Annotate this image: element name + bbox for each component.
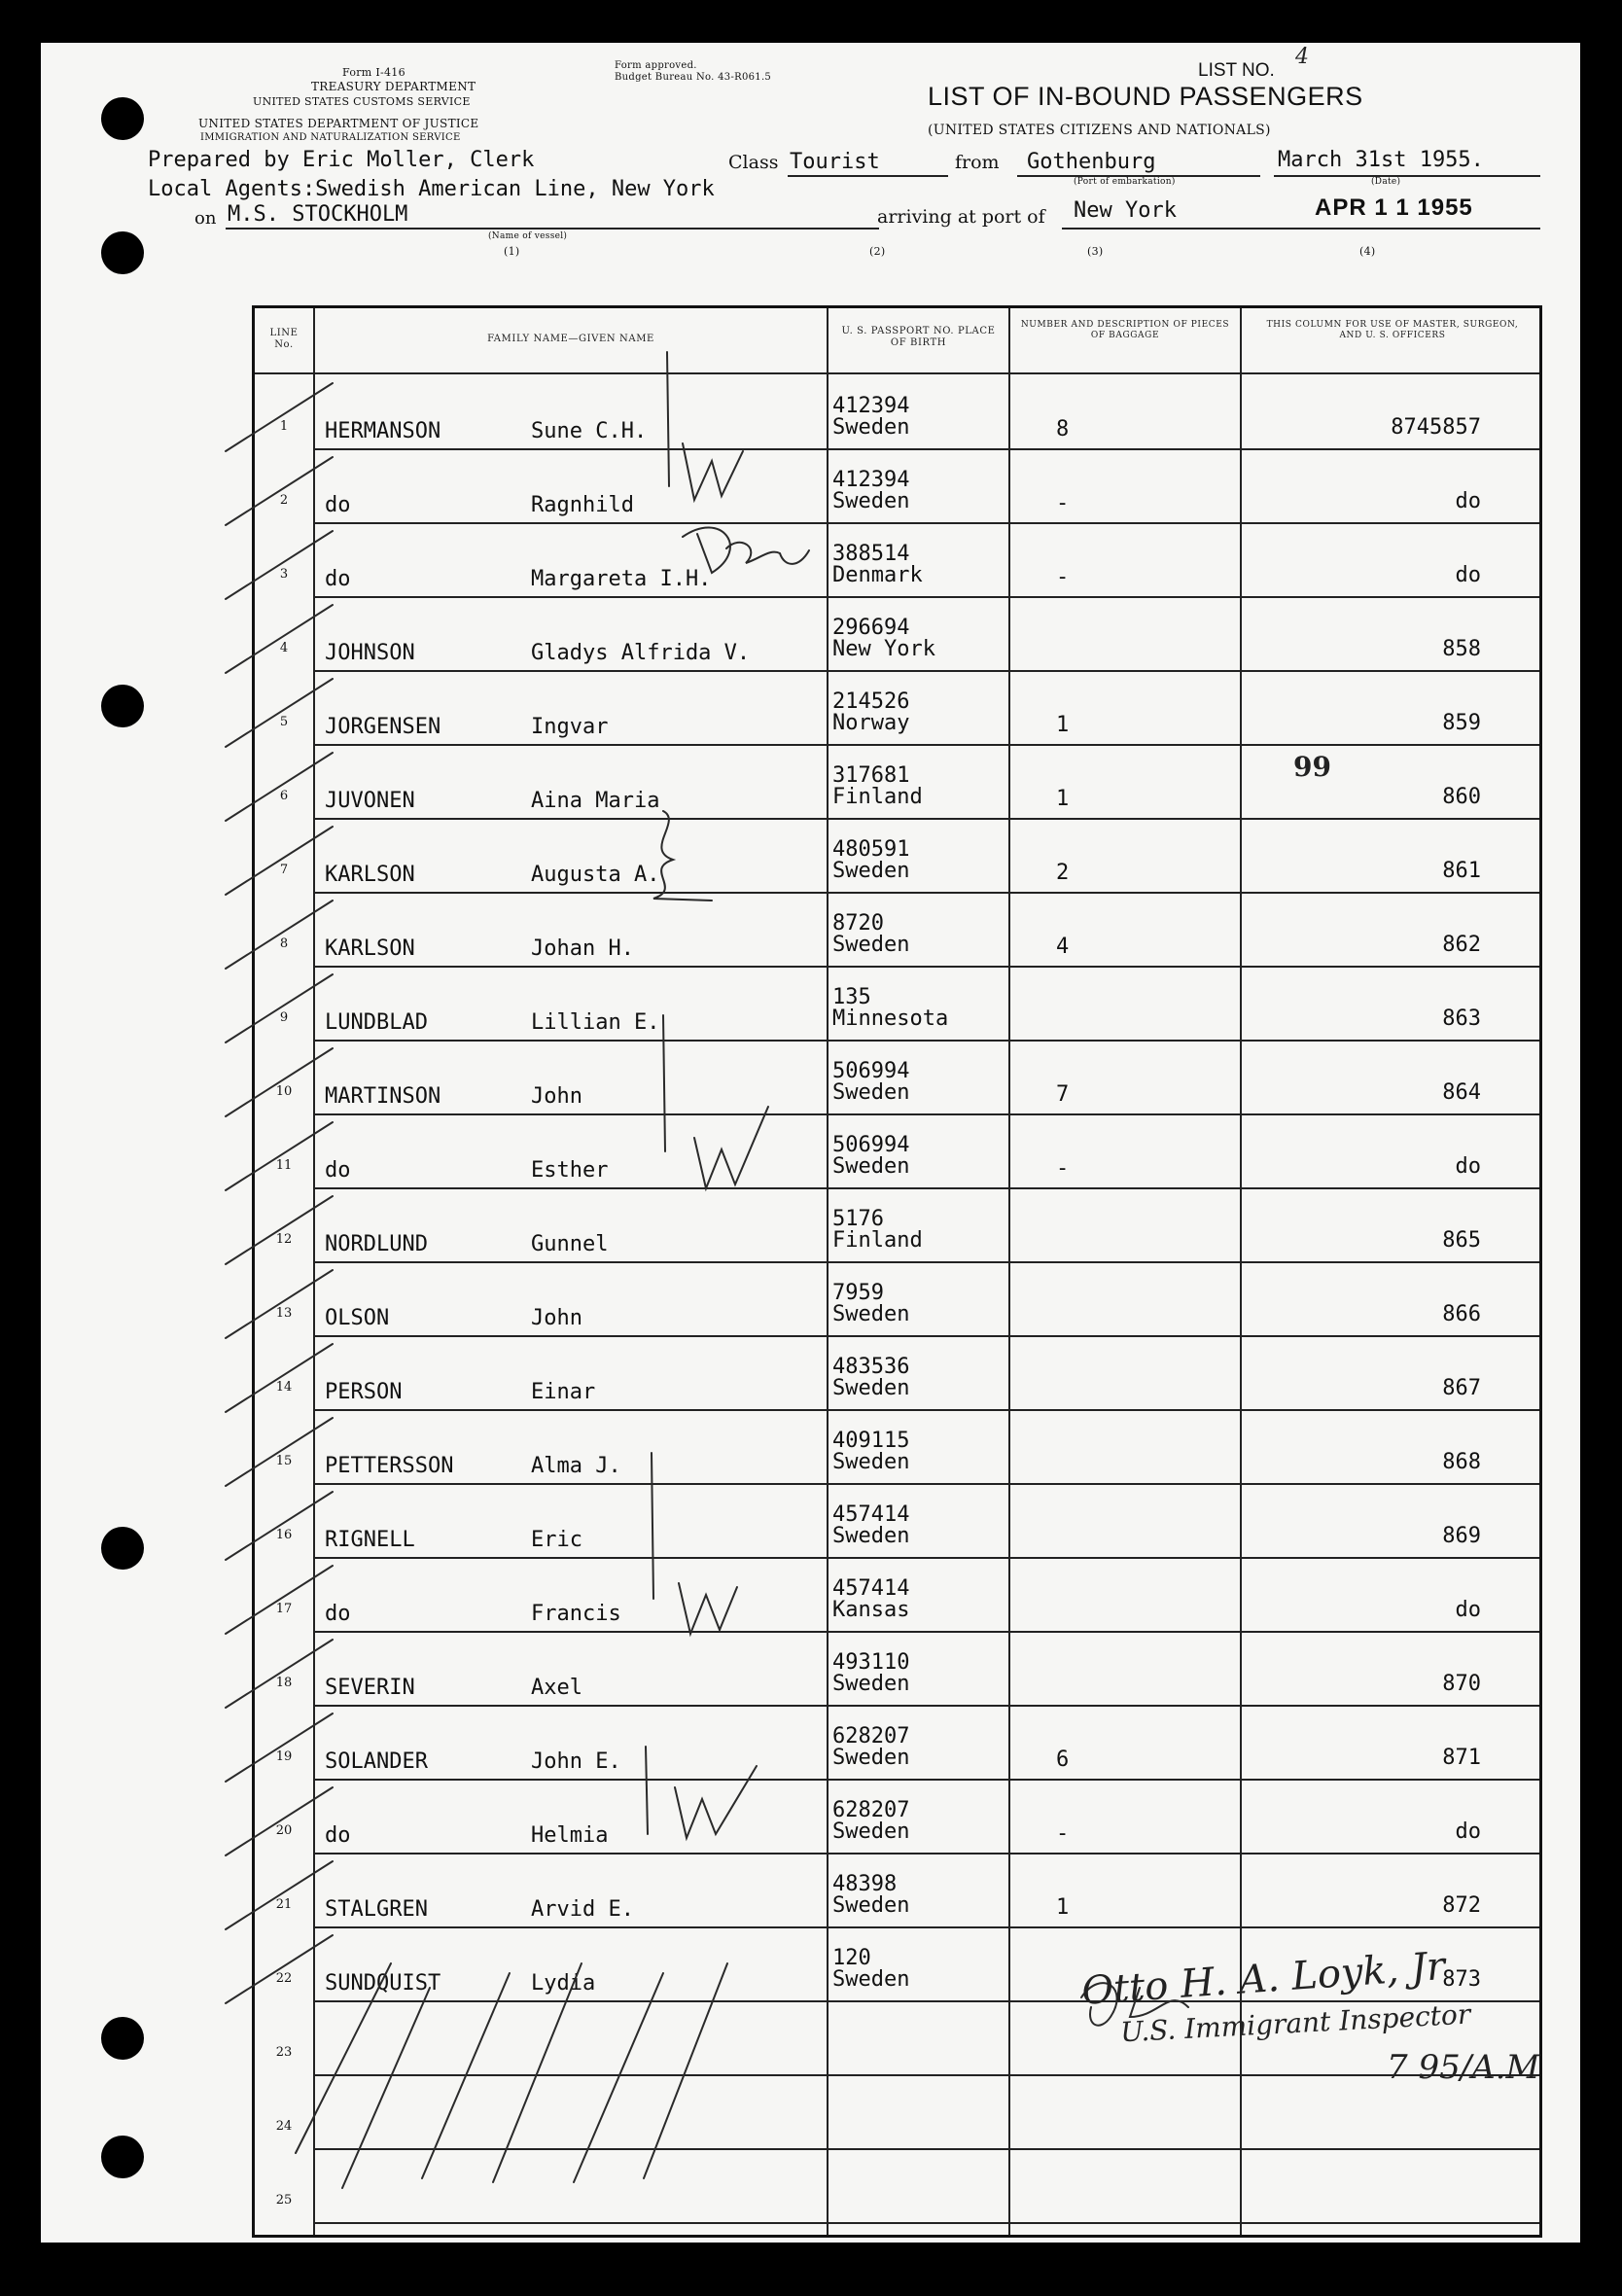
family-name: LUNDBLAD [325, 1010, 428, 1035]
passport-number: 483536 [832, 1355, 910, 1379]
check-slash [226, 1713, 333, 1782]
check-slash [226, 901, 333, 969]
place-of-birth: Sweden [832, 1154, 910, 1179]
check-slash [226, 1861, 333, 1929]
inspector-signature: Otto H. A. Loyk, Jr [1079, 1943, 1447, 2015]
place-of-birth: Sweden [832, 1967, 910, 1992]
col-num-3: (3) [1087, 245, 1104, 258]
form-number: Form I-416 [342, 66, 406, 79]
officer-note: 867 [1442, 1376, 1481, 1400]
family-name: do [325, 1823, 351, 1848]
officer-note: 860 [1442, 785, 1481, 809]
col-num-4: (4) [1359, 245, 1376, 258]
line-number: 4 [279, 641, 289, 655]
passport-number: 8720 [832, 911, 884, 936]
bracket-mark [652, 1453, 653, 1599]
check-slash [226, 383, 333, 451]
check-slash [226, 753, 333, 821]
baggage-count: 1 [1056, 787, 1070, 811]
prepared-by: Prepared by Eric Moller, Clerk [148, 148, 535, 172]
date-value: March 31st 1955. [1278, 148, 1484, 172]
baggage-count: - [1056, 565, 1070, 589]
given-name: Axel [531, 1676, 582, 1700]
col-header-officers: THIS COLUMN FOR USE OF MASTER, SURGEON, AND U. S. OFFICERS [1266, 320, 1519, 340]
col-header-name: FAMILY NAME—GIVEN NAME [487, 334, 654, 344]
officer-note: do [1455, 489, 1481, 513]
passport-number: 214526 [832, 689, 910, 714]
check-slash [226, 1418, 333, 1486]
line-number: 1 [279, 419, 289, 434]
bracket-mark [653, 811, 712, 901]
officer-note: 863 [1442, 1007, 1481, 1031]
line-number: 12 [275, 1232, 293, 1247]
given-name: John [531, 1084, 582, 1109]
given-name: Einar [531, 1380, 596, 1404]
line-number: 9 [279, 1010, 289, 1025]
place-of-birth: Sweden [832, 859, 910, 883]
place-of-birth: Finland [832, 1228, 923, 1253]
officer-note: 859 [1442, 711, 1481, 735]
line-number: 21 [275, 1897, 293, 1912]
w-mark [675, 1766, 757, 1838]
family-name: NORDLUND [325, 1232, 428, 1256]
place-of-birth: Norway [832, 711, 910, 735]
baggage-count: 7 [1056, 1082, 1070, 1107]
blank-slash [422, 1973, 510, 2178]
family-name: JUVONEN [325, 789, 415, 813]
line-number: 3 [279, 567, 289, 582]
check-slash [226, 1048, 333, 1116]
line-number: 6 [279, 789, 289, 803]
line-number: 5 [279, 715, 289, 729]
place-of-birth: Sweden [832, 1080, 910, 1105]
given-name: Francis [531, 1602, 621, 1626]
check-slash [226, 1492, 333, 1560]
place-of-birth: Sweden [832, 415, 910, 440]
given-name: Lydia [531, 1971, 596, 1996]
bracket-mark [663, 1015, 665, 1151]
from-label: from [955, 152, 1000, 173]
officer-note: 873 [1442, 1967, 1481, 1992]
line-number: 13 [275, 1306, 293, 1321]
baggage-count: 1 [1056, 1895, 1070, 1920]
vessel-caption: (Name of vessel) [488, 231, 568, 241]
family-name: JORGENSEN [325, 715, 441, 739]
passport-number: 480591 [832, 837, 910, 862]
family-name: RIGNELL [325, 1528, 415, 1552]
family-name: MARTINSON [325, 1084, 441, 1109]
place-of-birth: Sweden [832, 933, 910, 957]
family-name: JOHNSON [325, 641, 415, 665]
check-slash [226, 827, 333, 895]
col-num-1: (1) [504, 245, 520, 258]
passport-number: 628207 [832, 1724, 910, 1748]
w-mark [679, 1583, 737, 1634]
place-of-birth: Sweden [832, 1524, 910, 1548]
check-slash [226, 605, 333, 673]
page-title: LIST OF IN-BOUND PASSENGERS [928, 82, 1363, 111]
line-number: 16 [275, 1528, 293, 1542]
local-agents: Local Agents:Swedish American Line, New York [148, 177, 715, 201]
class-value: Tourist [790, 150, 880, 174]
arrival-port: New York [1074, 198, 1177, 223]
handwriting-layer [41, 43, 1580, 2243]
line-number: 24 [275, 2119, 293, 2134]
baggage-count: 1 [1056, 713, 1070, 737]
officer-note: 870 [1442, 1672, 1481, 1696]
check-slash [226, 1566, 333, 1634]
line-number: 18 [275, 1676, 293, 1690]
family-name: do [325, 1602, 351, 1626]
officer-note: do [1455, 563, 1481, 587]
bracket-mark [667, 352, 669, 486]
col-header-line: LINE No. [269, 328, 299, 350]
place-of-birth: Finland [832, 785, 923, 809]
check-slash [226, 1787, 333, 1855]
given-name: Ingvar [531, 715, 609, 739]
passport-number: 7959 [832, 1281, 884, 1305]
passport-number: 506994 [832, 1133, 910, 1157]
given-name: Johan H. [531, 936, 634, 961]
baggage-count: 8 [1056, 417, 1070, 442]
place-of-birth: Sweden [832, 1893, 910, 1918]
passport-number: 506994 [832, 1059, 910, 1083]
place-of-birth: New York [832, 637, 935, 661]
passport-number: 317681 [832, 763, 910, 788]
blank-slash [493, 1963, 582, 2182]
from-caption: (Port of embarkation) [1074, 177, 1176, 187]
family-name: OLSON [325, 1306, 390, 1330]
officer-note: do [1455, 1154, 1481, 1179]
bracket-mark [646, 1747, 648, 1834]
line-number: 17 [275, 1602, 293, 1616]
officer-note: 862 [1442, 933, 1481, 957]
passport-number: 120 [832, 1946, 871, 1970]
line-number: 2 [279, 493, 289, 508]
family-name: PERSON [325, 1380, 403, 1404]
line-number: 23 [275, 2045, 293, 2060]
officer-note: 866 [1442, 1302, 1481, 1326]
baggage-count: - [1056, 1156, 1070, 1181]
given-name: Eric [531, 1528, 582, 1552]
passport-number: 457414 [832, 1502, 910, 1527]
passport-number: 409115 [832, 1429, 910, 1453]
place-of-birth: Denmark [832, 563, 923, 587]
check-slash [226, 1640, 333, 1708]
page-subtitle: (UNITED STATES CITIZENS AND NATIONALS) [928, 123, 1271, 138]
inspection-time: 7 95/A.M [1387, 2048, 1540, 2087]
officer-note: 858 [1442, 637, 1481, 661]
baggage-count: 4 [1056, 935, 1070, 959]
from-value: Gothenburg [1027, 150, 1156, 174]
inspector-title: U.S. Immigrant Inspector [1119, 1997, 1471, 2049]
family-name: do [325, 567, 351, 591]
list-no-label: LIST NO. [1198, 60, 1275, 81]
officer-note: 864 [1442, 1080, 1481, 1105]
place-of-birth: Sweden [832, 1376, 910, 1400]
check-slash [226, 1270, 333, 1338]
w-mark [694, 1107, 768, 1188]
passport-number: 493110 [832, 1650, 910, 1675]
line-number: 15 [275, 1454, 293, 1468]
dept-customs: UNITED STATES CUSTOMS SERVICE [253, 95, 471, 108]
line-number: 10 [275, 1084, 293, 1099]
officer-note: 869 [1442, 1524, 1481, 1548]
officer-note: do [1455, 1819, 1481, 1844]
given-name: Sune C.H. [531, 419, 648, 443]
officer-note: 861 [1442, 859, 1481, 883]
col-num-2: (2) [869, 245, 886, 258]
given-name: John [531, 1306, 582, 1330]
officer-note: do [1455, 1598, 1481, 1622]
place-of-birth: Sweden [832, 489, 910, 513]
check-slash [226, 974, 333, 1042]
passport-number: 388514 [832, 542, 910, 566]
given-name: Augusta A. [531, 863, 660, 887]
family-name: SEVERIN [325, 1676, 415, 1700]
line-number: 14 [275, 1380, 293, 1395]
mark-99: 99 [1293, 751, 1331, 783]
passport-number: 628207 [832, 1798, 910, 1822]
given-name: Ragnhild [531, 493, 634, 517]
dept-treasury: TREASURY DEPARTMENT [311, 80, 476, 93]
officer-note: 868 [1442, 1450, 1481, 1474]
blank-slash [644, 1963, 727, 2178]
passport-number: 457414 [832, 1576, 910, 1601]
passport-number: 135 [832, 985, 871, 1009]
dept-justice: UNITED STATES DEPARTMENT OF JUSTICE [198, 117, 479, 130]
line-number: 7 [279, 863, 289, 877]
baggage-count: 6 [1056, 1748, 1070, 1772]
officer-note: 872 [1442, 1893, 1481, 1918]
family-name: SUNDQUIST [325, 1971, 441, 1996]
passport-number: 5176 [832, 1207, 884, 1231]
given-name: Arvid E. [531, 1897, 634, 1922]
place-of-birth: Sweden [832, 1819, 910, 1844]
check-slash [226, 457, 333, 525]
given-name: Esther [531, 1158, 609, 1183]
family-name: HERMANSON [325, 419, 441, 443]
place-of-birth: Kansas [832, 1598, 910, 1622]
officer-note: 865 [1442, 1228, 1481, 1253]
blank-slash [296, 1963, 391, 2153]
w-mark [683, 443, 743, 500]
given-name: Helmia [531, 1823, 609, 1848]
dept-ins: IMMIGRATION AND NATURALIZATION SERVICE [200, 132, 461, 143]
check-slash [226, 1122, 333, 1190]
officer-note: 871 [1442, 1746, 1481, 1770]
check-slash [226, 679, 333, 747]
arriving-label: arriving at port of [877, 206, 1045, 228]
passport-number: 412394 [832, 394, 910, 418]
passport-number: 296694 [832, 616, 910, 640]
baggage-count: - [1056, 491, 1070, 515]
family-name: do [325, 1158, 351, 1183]
check-slashes [226, 383, 333, 2003]
dau-mark [683, 527, 809, 573]
line-number: 22 [275, 1971, 293, 1986]
passport-number: 48398 [832, 1872, 898, 1896]
arrival-stamp: APR 1 1 1955 [1315, 194, 1473, 221]
blank-slash [574, 1973, 663, 2182]
given-name: Margareta I.H. [531, 567, 712, 591]
check-slash [226, 1196, 333, 1264]
given-name: Aina Maria [531, 789, 660, 813]
given-name: Gunnel [531, 1232, 609, 1256]
family-name: PETTERSSON [325, 1454, 454, 1478]
place-of-birth: Sweden [832, 1746, 910, 1770]
passport-number: 412394 [832, 468, 910, 492]
family-name: SOLANDER [325, 1749, 428, 1774]
place-of-birth: Sweden [832, 1672, 910, 1696]
document-page [41, 43, 1580, 2243]
family-name: do [325, 493, 351, 517]
col-header-baggage: NUMBER AND DESCRIPTION OF PIECES OF BAGGAGE [1020, 320, 1230, 340]
line-number: 11 [275, 1158, 293, 1173]
check-slash [226, 531, 333, 599]
baggage-count: - [1056, 1821, 1070, 1846]
line-number: 8 [279, 936, 289, 951]
list-no-value: 4 [1295, 45, 1309, 69]
baggage-count: 2 [1056, 861, 1070, 885]
check-slash [226, 1344, 333, 1412]
place-of-birth: Minnesota [832, 1007, 949, 1031]
given-name: Alma J. [531, 1454, 621, 1478]
vessel-name: M.S. STOCKHOLM [228, 202, 408, 227]
given-name: Lillian E. [531, 1010, 660, 1035]
place-of-birth: Sweden [832, 1302, 910, 1326]
given-name: Gladys Alfrida V. [531, 641, 751, 665]
family-name: KARLSON [325, 936, 415, 961]
family-name: STALGREN [325, 1897, 428, 1922]
blank-slash [342, 1988, 430, 2188]
officer-note: 8745857 [1391, 415, 1481, 440]
place-of-birth: Sweden [832, 1450, 910, 1474]
line-number: 20 [275, 1823, 293, 1838]
approval-line2: Budget Bureau No. 43-R061.5 [615, 72, 772, 83]
line-number: 19 [275, 1749, 293, 1764]
col-header-passport: U. S. PASSPORT NO. PLACE OF BIRTH [841, 326, 996, 348]
date-caption: (Date) [1371, 177, 1401, 187]
given-name: John E. [531, 1749, 621, 1774]
class-label: Class [728, 152, 779, 173]
approval-line1: Form approved. [615, 60, 697, 71]
line-number: 25 [275, 2193, 293, 2208]
family-name: KARLSON [325, 863, 415, 887]
check-slash [226, 1935, 333, 2003]
on-label: on [194, 208, 217, 229]
